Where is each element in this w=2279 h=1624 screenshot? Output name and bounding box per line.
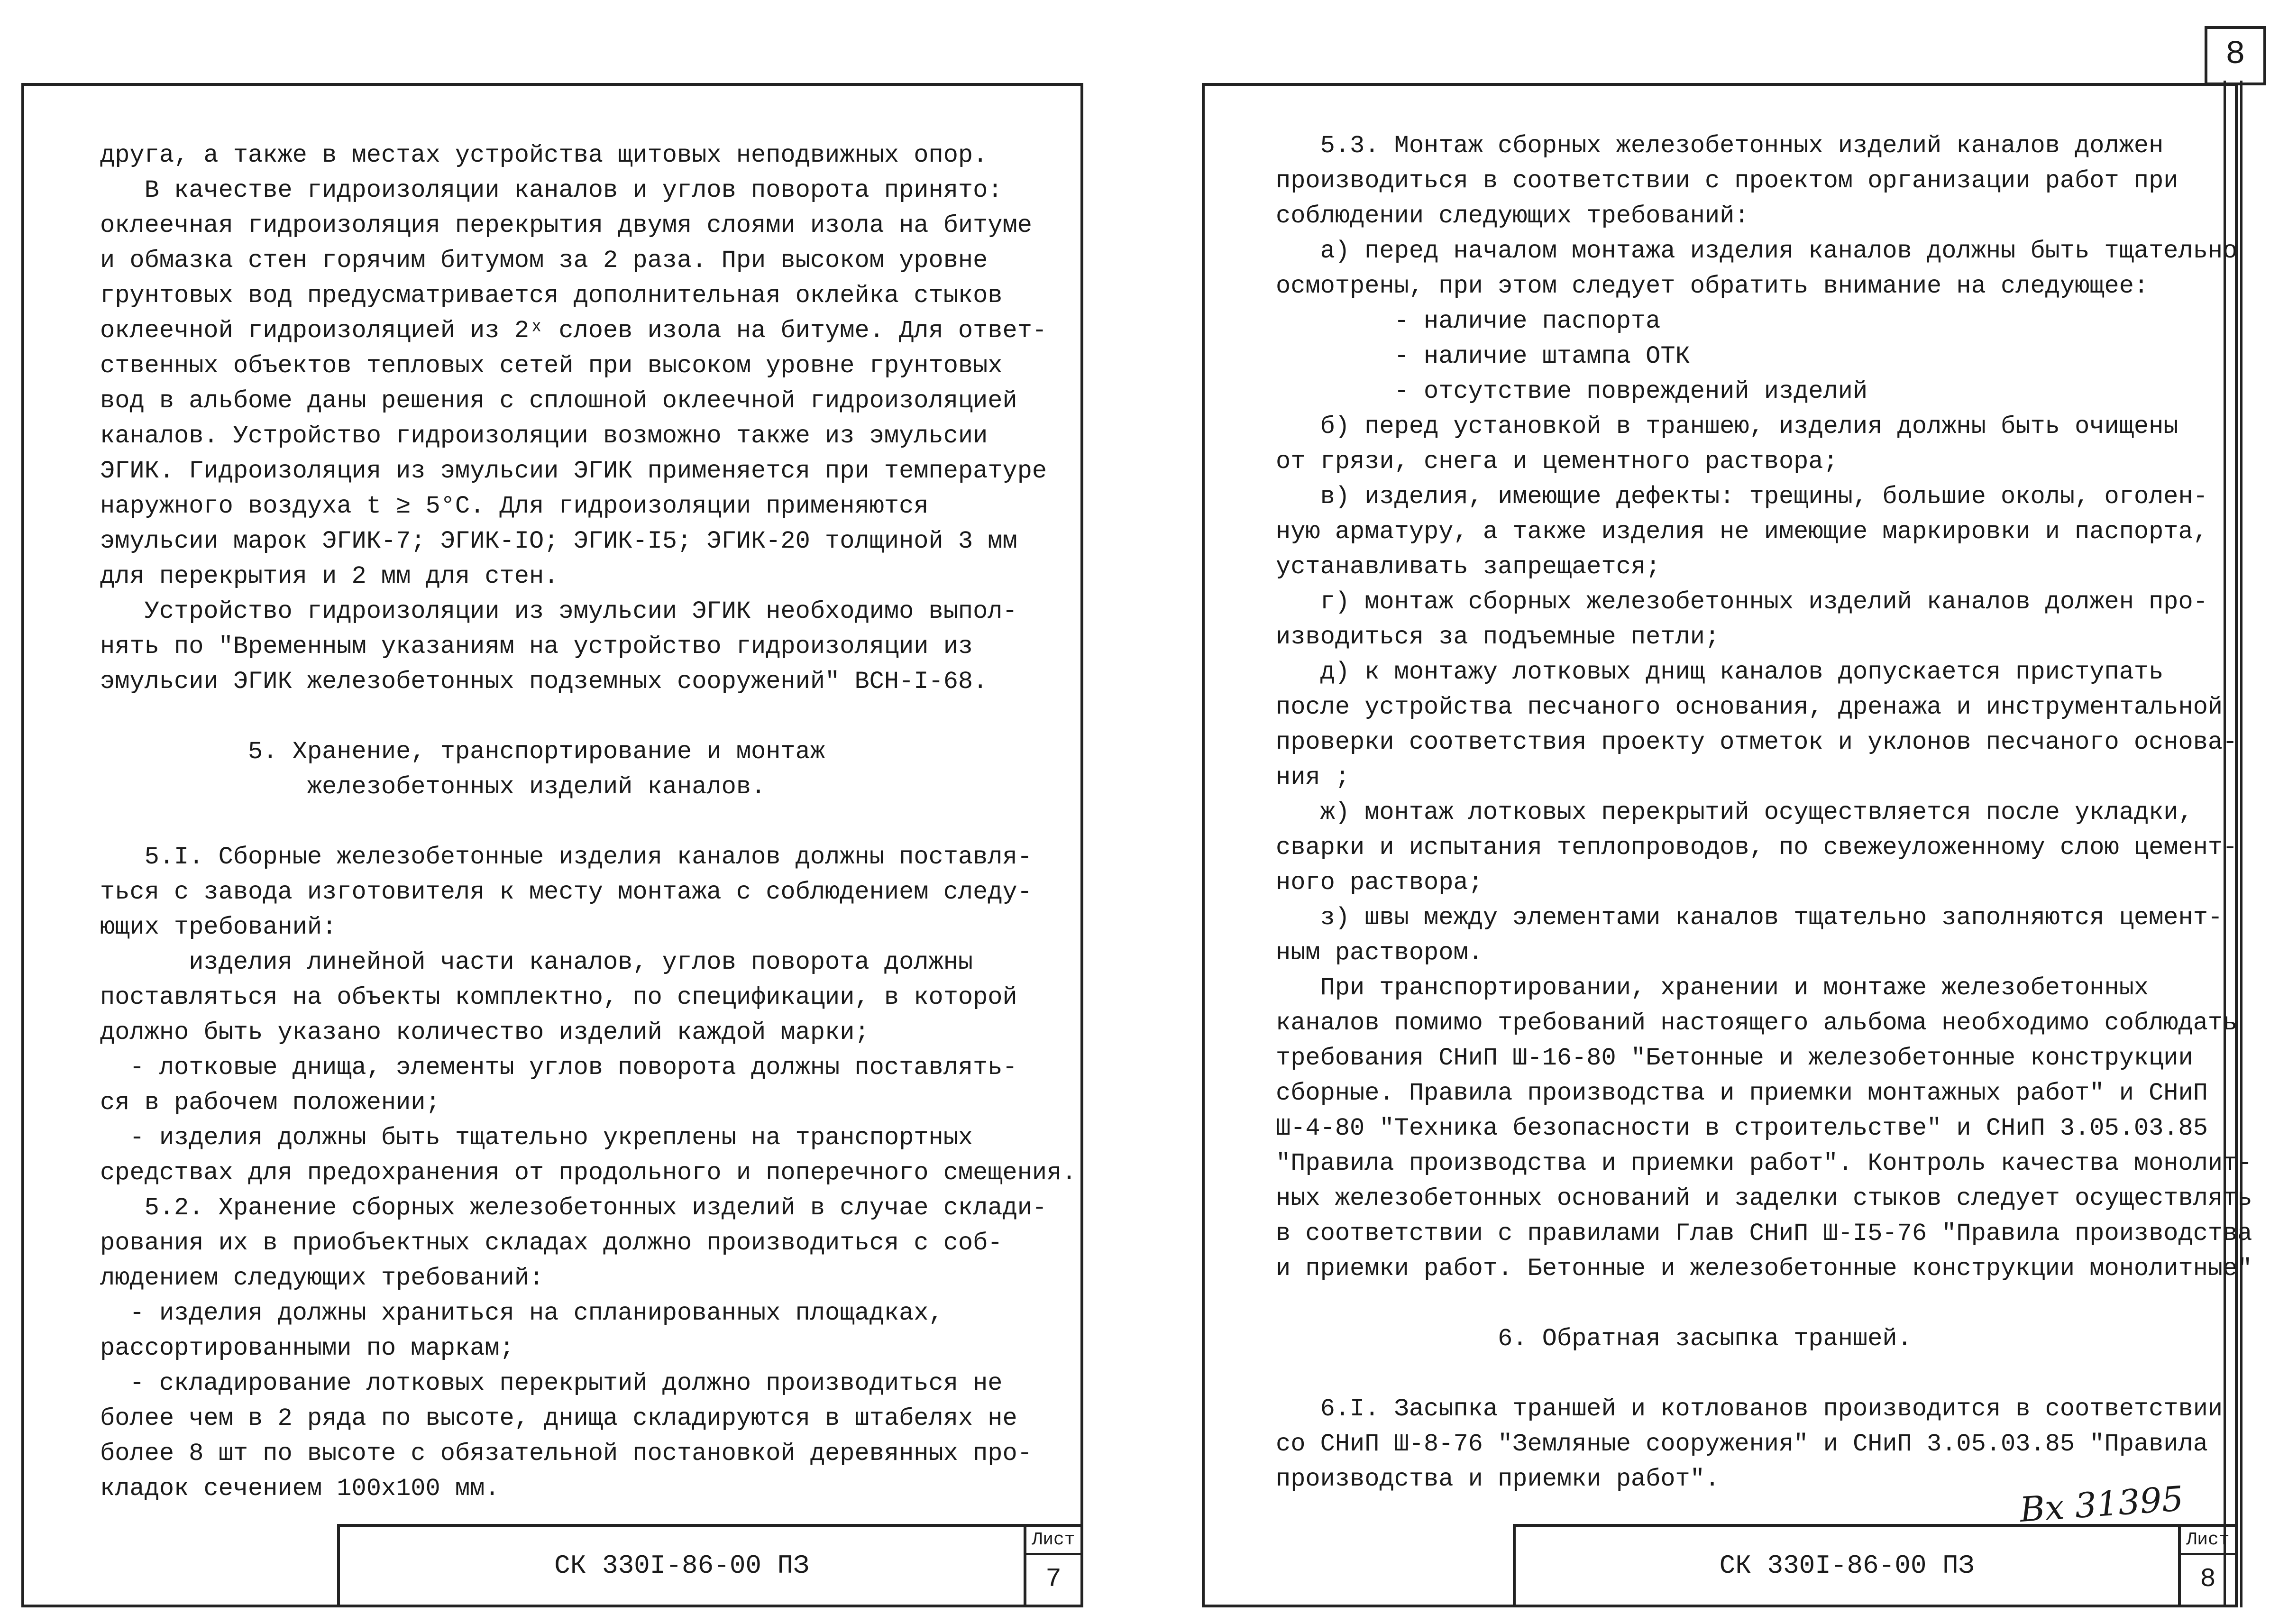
- text-line: ным раствором.: [1276, 939, 1483, 967]
- text-line: ную арматуру, а также изделия не имеющие маркировки и паспорта,: [1276, 518, 2208, 546]
- text-line: грунтовых вод предусматривается дополнительная оклейка стыков: [100, 282, 1003, 310]
- text-line: производства и приемки работ".: [1276, 1465, 1720, 1493]
- text-line: ЭГИК. Гидроизоляция из эмульсии ЭГИК применяется при температуре: [100, 457, 1047, 485]
- text-line: 5. Хранение, транспортирование и монтаж: [100, 738, 825, 766]
- text-line: эмульсии марок ЭГИК-7; ЭГИК-IO; ЭГИК-I5; ЭГИК-20 толщиной 3 мм: [100, 527, 1017, 555]
- sheet-number: 8: [2200, 1564, 2216, 1594]
- handwritten-note: Вх 31395: [2018, 1478, 2185, 1530]
- text-line: поставляться на объекты комплектно, по спецификации, в которой: [100, 983, 1017, 1011]
- document-code: СК 330I-86-00 ПЗ: [1719, 1551, 1975, 1581]
- text-line: ться с завода изготовителя к месту монтажа с соблюдением следу-: [100, 878, 1032, 906]
- sheet-label: Лист: [2181, 1527, 2235, 1555]
- left-page: [21, 83, 1083, 1607]
- text-line: более чем в 2 ряда по высоте, днища складируются в штабелях не: [100, 1404, 1017, 1432]
- text-line: а) перед началом монтажа изделия каналов должны быть тщательно: [1276, 237, 2238, 265]
- text-line: - отсутствие повреждений изделий: [1276, 377, 1868, 405]
- text-line: рования их в приобъектных складах должно производиться с соб-: [100, 1229, 1003, 1257]
- text-line: оклеечная гидроизоляция перекрытия двумя слоями изола на битуме: [100, 211, 1032, 239]
- text-line: в соответствии с правилами Глав СНиП Ш-I5-76 "Правила производства: [1276, 1220, 2252, 1248]
- text-line: - наличие штампа ОТК: [1276, 342, 1690, 370]
- text-line: ющих требований:: [100, 913, 337, 941]
- text-line: ных железобетонных оснований и заделки стыков следует осуществлять: [1276, 1184, 2252, 1212]
- text-line: г) монтаж сборных железобетонных изделий каналов должен про-: [1276, 588, 2208, 616]
- text-line: кладок сечением 100х100 мм.: [100, 1475, 500, 1503]
- text-line: железобетонных изделий каналов.: [100, 773, 766, 801]
- text-line: ного раствора;: [1276, 869, 1483, 897]
- text-line: требования СНиП Ш-16-80 "Бетонные и железобетонные конструкции: [1276, 1044, 2193, 1072]
- text-line: Ш-4-80 "Техника безопасности в строительстве" и СНиП 3.05.03.85: [1276, 1114, 2208, 1142]
- text-line: - изделия должны храниться на спланированных площадках,: [100, 1299, 943, 1327]
- text-line: со СНиП Ш-8-76 "Земляные сооружения" и СНиП 3.05.03.85 "Правила: [1276, 1430, 2208, 1458]
- sheet-number: 7: [1045, 1564, 1062, 1594]
- text-line: 6.I. Засыпка траншей и котлованов производится в соответствии: [1276, 1395, 2223, 1423]
- right-page: [1202, 83, 2252, 1607]
- text-line: должно быть указано количество изделий каждой марки;: [100, 1018, 869, 1046]
- right-page-text: [1276, 128, 2252, 1497]
- text-line: соблюдении следующих требований:: [1276, 202, 1749, 230]
- text-line: ся в рабочем положении;: [100, 1089, 440, 1117]
- text-line: ния ;: [1276, 763, 1350, 791]
- sheet-label: Лист: [1026, 1527, 1080, 1555]
- text-line: от грязи, снега и цементного раствора;: [1276, 448, 1838, 476]
- sheet-box: [2178, 1527, 2235, 1605]
- text-line: каналов. Устройство гидроизоляции возможно также из эмульсии: [100, 422, 988, 450]
- text-line: 5.I. Сборные железобетонные изделия каналов должны поставля-: [100, 843, 1032, 871]
- text-line: друга, а также в местах устройства щитовых неподвижных опор.: [100, 141, 988, 169]
- text-line: [1276, 1357, 2233, 1392]
- text-line: б) перед установкой в траншею, изделия должны быть очищены: [1276, 413, 2178, 440]
- text-line: осмотрены, при этом следует обратить внимание на следующее:: [1276, 272, 2149, 300]
- text-line: При транспортировании, хранении и монтаже железобетонных: [1276, 974, 2149, 1002]
- text-line: [100, 805, 1077, 840]
- text-line: средствах для предохранения от продольного и поперечного смещения.: [100, 1159, 1077, 1187]
- text-line: после устройства песчаного основания, дренажа и инструментальной: [1276, 693, 2223, 721]
- text-line: з) швы между элементами каналов тщательно заполняются цемент-: [1276, 904, 2223, 932]
- text-line: Устройство гидроизоляции из эмульсии ЭГИК необходимо выпол-: [100, 597, 1017, 625]
- text-line: изделия линейной части каналов, углов поворота должны: [100, 948, 973, 976]
- text-line: д) к монтажу лотковых днищ каналов допускается приступать: [1276, 658, 2164, 686]
- text-line: - лотковые днища, элементы углов поворота должны поставлять-: [100, 1054, 1017, 1082]
- text-line: рассортированными по маркам;: [100, 1334, 514, 1362]
- text-line: "Правила производства и приемки работ". Контроль качества монолит-: [1276, 1149, 2252, 1177]
- title-block: [337, 1524, 1080, 1605]
- text-line: В качестве гидроизоляции каналов и углов поворота принято:: [100, 176, 1003, 204]
- text-line: сборные. Правила производства и приемки монтажных работ" и СНиП: [1276, 1079, 2208, 1107]
- text-line: производиться в соответствии с проектом организации работ при: [1276, 167, 2178, 195]
- document-code: СК 330I-86-00 ПЗ: [554, 1551, 809, 1581]
- text-line: - складирование лотковых перекрытий должно производиться не: [100, 1369, 1003, 1397]
- text-line: и приемки работ. Бетонные и железобетонные конструкции монолитные": [1276, 1255, 2252, 1283]
- text-line: и обмазка стен горячим битумом за 2 раза. При высоком уровне: [100, 247, 988, 275]
- text-line: сварки и испытания теплопроводов, по свежеуложенному слою цемент-: [1276, 834, 2238, 862]
- sheet-box: [1024, 1527, 1080, 1605]
- text-line: изводиться за подъемные петли;: [1276, 623, 1720, 651]
- text-line: наружного воздуха t ≥ 5°С. Для гидроизоляции применяются: [100, 492, 929, 520]
- text-line: проверки соответствия проекту отметок и уклонов песчаного основа-: [1276, 728, 2238, 756]
- text-line: каналов помимо требований настоящего альбома необходимо соблюдать: [1276, 1009, 2238, 1037]
- text-line: [100, 699, 1077, 734]
- text-line: 5.2. Хранение сборных железобетонных изделий в случае склади-: [100, 1194, 1047, 1222]
- text-line: вод в альбоме даны решения с сплошной оклеечной гидроизоляцией: [100, 387, 1017, 415]
- text-line: ственных объектов тепловых сетей при высоком уровне грунтовых: [100, 352, 1003, 380]
- text-line: для перекрытия и 2 мм для стен.: [100, 562, 559, 590]
- text-line: ж) монтаж лотковых перекрытий осуществляется после укладки,: [1276, 798, 2193, 826]
- text-line: - изделия должны быть тщательно укреплены на транспортных: [100, 1124, 973, 1152]
- text-line: нять по "Временным указаниям на устройство гидроизоляции из: [100, 633, 973, 661]
- text-line: 6. Обратная засыпка траншей.: [1276, 1325, 1912, 1353]
- text-line: оклеечной гидроизоляцией из 2ˣ слоев изола на битуме. Для ответ-: [100, 317, 1047, 345]
- text-line: эмульсии ЭГИК железобетонных подземных сооружений" ВСН-I-68.: [100, 668, 988, 696]
- text-line: более 8 шт по высоте с обязательной постановкой деревянных про-: [100, 1440, 1032, 1468]
- text-line: - наличие паспорта: [1276, 307, 1661, 335]
- title-block: [1513, 1524, 2235, 1605]
- text-line: устанавливать запрещается;: [1276, 553, 1661, 581]
- left-page-text: [100, 138, 1077, 1506]
- text-line: 5.3. Монтаж сборных железобетонных изделий каналов должен: [1276, 132, 2164, 160]
- text-line: людением следующих требований:: [100, 1264, 544, 1292]
- text-line: [1276, 1286, 2233, 1321]
- corner-page-number: 8: [2205, 26, 2266, 85]
- text-line: в) изделия, имеющие дефекты: трещины, большие околы, оголен-: [1276, 483, 2208, 511]
